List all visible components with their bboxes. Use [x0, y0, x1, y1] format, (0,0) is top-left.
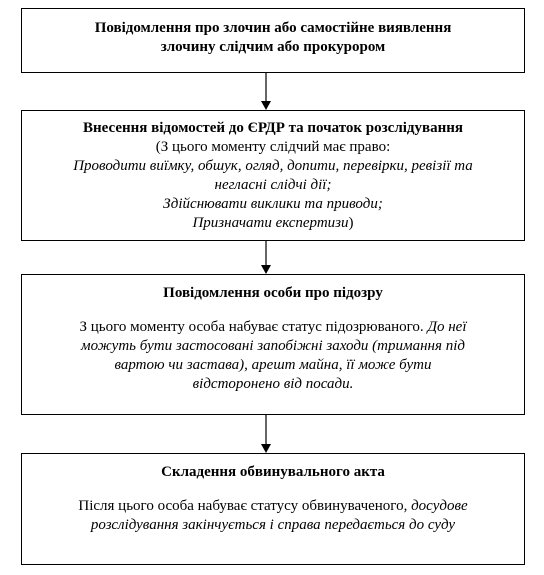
step-2-right-line-3: Здійснювати виклики та приводи;	[163, 196, 383, 212]
step-3-text-italic-first: До неї	[427, 319, 467, 335]
step-4-text-line-1	[22, 497, 524, 516]
step-2-title: Внесення відомостей до ЄРДР та початок розслідування	[83, 120, 463, 136]
step-2-right-line-4-text: Призначати експертизи	[192, 215, 349, 231]
step-3-text-line-3: вартою чи застава), арешт майна, її може бути	[114, 357, 432, 373]
step-1-title-line-2: злочину слідчим або прокурором	[160, 39, 386, 55]
step-2-right-line-1: Проводити виїмку, обшук, огляд, допити, перевірки, ревізії та	[73, 158, 473, 174]
step-4-title: Складення обвинувального акта	[161, 464, 385, 480]
arrow-3-to-4	[261, 415, 271, 453]
step-3-title: Повідомлення особи про підозру	[163, 285, 383, 301]
step-2-intro: (З цього моменту слідчий має право:	[155, 139, 391, 155]
step-2-closing-paren: )	[348, 215, 354, 231]
step-3-text-line-4: відсторонено від посади.	[192, 376, 354, 392]
step-4-text-line-2: розслідування закінчується і справа передається до суду	[90, 517, 456, 533]
step-1-title-line-1: Повідомлення про злочин або самостійне виявлення	[94, 20, 452, 36]
step-3-text-line-1	[22, 318, 524, 337]
step-2-box	[21, 110, 525, 241]
step-2-right-line-4	[22, 214, 524, 233]
step-3-text-line-2: можуть бути застосовані запобіжні заходи (тримання під	[81, 338, 465, 354]
arrow-2-to-3	[261, 241, 271, 274]
step-4-text-plain: Після цього особа набуває статусу обвинуваченого,	[78, 498, 408, 514]
step-3-spacer	[22, 303, 524, 318]
step-4-text-italic-first: досудове	[411, 498, 468, 514]
step-4-spacer	[22, 482, 524, 497]
step-3-text-plain: З цього моменту особа набуває статус підозрюваного.	[79, 319, 424, 335]
arrow-1-to-2	[261, 73, 271, 110]
step-1-box	[21, 8, 525, 73]
step-3-box	[21, 274, 525, 415]
step-4-box	[21, 453, 525, 565]
step-2-right-line-2: негласні слідчі дії;	[214, 177, 332, 193]
